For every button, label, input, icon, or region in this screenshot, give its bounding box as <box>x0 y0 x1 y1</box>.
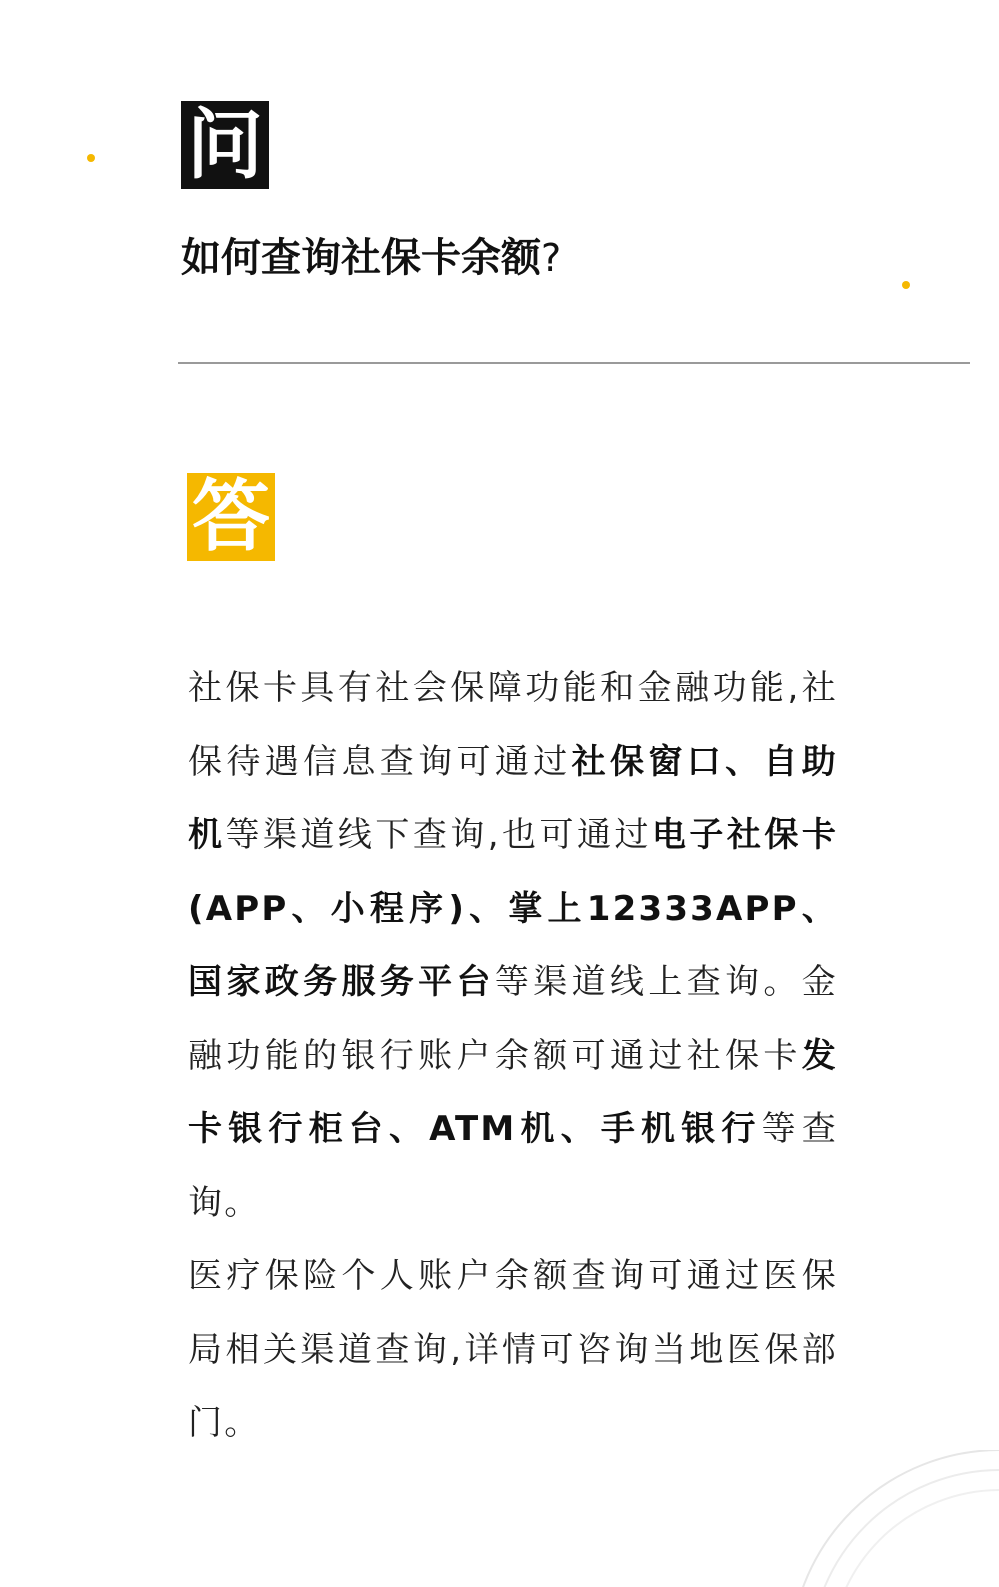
accent-dot <box>902 281 910 289</box>
question-title-text: 如何查询社保卡余额 <box>181 235 541 281</box>
question-title <box>181 230 561 286</box>
accent-dot <box>87 154 95 162</box>
question-mark-badge: 问 <box>181 101 269 189</box>
answer-highlight: 社保窗口、自助机 <box>188 741 838 855</box>
question-title-mark: ? <box>541 236 562 280</box>
answer-highlight: 电子社保卡(APP、小程序)、掌上12333APP、国家政务服务平台 <box>188 815 839 1002</box>
answer-text: 等渠道线上查询。金融功能的银行账户余额可通过社保卡 <box>188 962 838 1076</box>
decorative-arcs <box>740 1450 999 1587</box>
answer-mark-badge: 答 <box>187 473 275 561</box>
answer-highlight: 发卡银行柜台、ATM机、手机银行 <box>188 1035 838 1149</box>
divider <box>178 362 970 364</box>
answer-body <box>188 652 838 1461</box>
answer-paragraph <box>188 652 838 1240</box>
answer-text: 等查询。 <box>188 1109 839 1223</box>
answer-text: 社保卡具有社会保障功能和金融功能,社保待遇信息查询可通过 <box>188 668 838 782</box>
answer-paragraph: 医疗保险个人账户余额查询可通过医保局相关渠道查询,详情可咨询当地医保部门。 <box>188 1256 838 1443</box>
answer-text: 等渠道线下查询,也可通过 <box>225 815 652 855</box>
